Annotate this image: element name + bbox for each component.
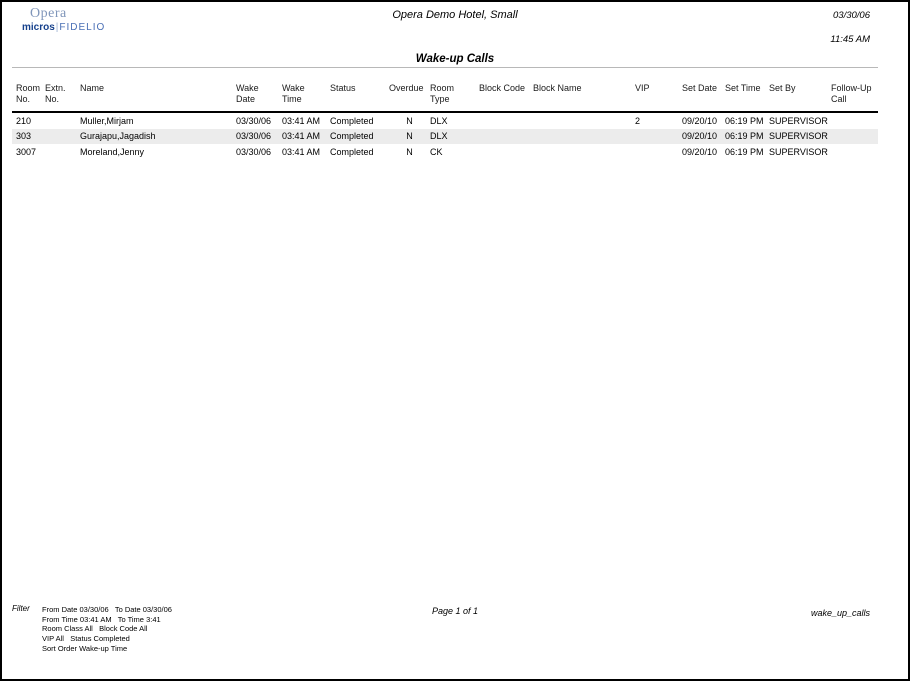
filter-line: Room Class All Block Code All — [42, 624, 148, 634]
opera-logo-text: Opera — [30, 6, 67, 21]
cell-name: Moreland,Jenny — [80, 146, 145, 157]
cell-room-no: 303 — [16, 131, 32, 142]
cell-set-date: 09/20/10 — [682, 115, 718, 126]
table-row — [12, 129, 878, 145]
cell-status: Completed — [330, 131, 374, 142]
cell-set-date: 09/20/10 — [682, 146, 718, 157]
filter-line: From Date 03/30/06 To Date 03/30/06 — [42, 605, 172, 614]
cell-wake-date: 03/30/06 — [236, 131, 272, 142]
cell-wake-time: 03:41 AM — [282, 146, 321, 157]
cell-overdue: N — [406, 115, 413, 126]
column-header-vip: VIP — [635, 83, 650, 93]
column-header-extn-no: Extn. No. — [45, 83, 66, 104]
report-title: Wake-up Calls — [415, 53, 495, 65]
column-header-name: Name — [80, 83, 105, 93]
column-header-set-by: Set By — [769, 83, 796, 93]
cell-set-time: 06:19 PM — [725, 146, 764, 157]
cell-set-date: 09/20/10 — [682, 131, 718, 142]
table-body — [12, 113, 878, 160]
column-header-wake-date: Wake Date — [236, 83, 259, 104]
cell-room-type: DLX — [430, 115, 448, 126]
cell-set-by: SUPERVISOR — [769, 115, 828, 126]
cell-wake-date: 03/30/06 — [236, 115, 272, 126]
cell-room-no: 210 — [16, 115, 32, 126]
column-header-overdue: Overdue — [389, 83, 424, 93]
cell-set-by: SUPERVISOR — [769, 146, 828, 157]
column-header-room-no: Room No. — [16, 83, 41, 104]
micros-logo-text: micros — [22, 22, 55, 33]
cell-status: Completed — [330, 146, 374, 157]
cell-set-by: SUPERVISOR — [769, 131, 828, 142]
cell-room-type: CK — [430, 146, 443, 157]
cell-vip: 2 — [635, 115, 641, 126]
hotel-name: Opera Demo Hotel, Small — [392, 9, 518, 21]
page-number: Page 1 of 1 — [431, 606, 479, 616]
cell-wake-time: 03:41 AM — [282, 115, 321, 126]
cell-overdue: N — [406, 131, 413, 142]
column-header-follow-up: Follow-Up Call — [831, 83, 872, 104]
column-header-block-name: Block Name — [533, 83, 582, 93]
column-header-block-code: Block Code — [479, 83, 526, 93]
wakeup-calls-table — [12, 79, 878, 160]
table-row — [12, 144, 878, 160]
filter-line: Sort Order Wake-up Time — [42, 643, 128, 653]
cell-room-no: 3007 — [16, 146, 37, 157]
filter-line: From Time 03:41 AM To Time 3:41 — [42, 614, 161, 624]
cell-overdue: N — [406, 146, 413, 157]
cell-name: Muller,Mirjam — [80, 115, 134, 126]
cell-room-type: DLX — [430, 131, 448, 142]
cell-wake-time: 03:41 AM — [282, 131, 321, 142]
column-header-set-time: Set Time — [725, 83, 761, 93]
column-header-status: Status — [330, 83, 356, 93]
cell-set-time: 06:19 PM — [725, 131, 764, 142]
cell-name: Gurajapu,Jagadish — [80, 131, 156, 142]
report-file-name: wake_up_calls — [810, 608, 870, 618]
report-date: 03/30/06 — [833, 10, 870, 21]
table-header-row — [12, 79, 878, 113]
column-header-room-type: Room Type — [430, 83, 455, 104]
cell-set-time: 06:19 PM — [725, 115, 764, 126]
cell-wake-date: 03/30/06 — [236, 146, 272, 157]
filter-line: VIP All Status Completed — [42, 634, 130, 644]
column-header-set-date: Set Date — [682, 83, 718, 93]
fidelio-logo-text: FIDELIO — [59, 22, 106, 33]
filter-label: Filter — [12, 604, 30, 613]
column-header-wake-time: Wake Time — [282, 83, 305, 104]
logo-divider: | — [55, 22, 59, 33]
report-time: 11:45 AM — [830, 34, 870, 45]
micros-fidelio-logo-text — [22, 23, 105, 33]
header-rule — [12, 67, 878, 68]
table-row — [12, 113, 878, 129]
cell-status: Completed — [330, 115, 374, 126]
